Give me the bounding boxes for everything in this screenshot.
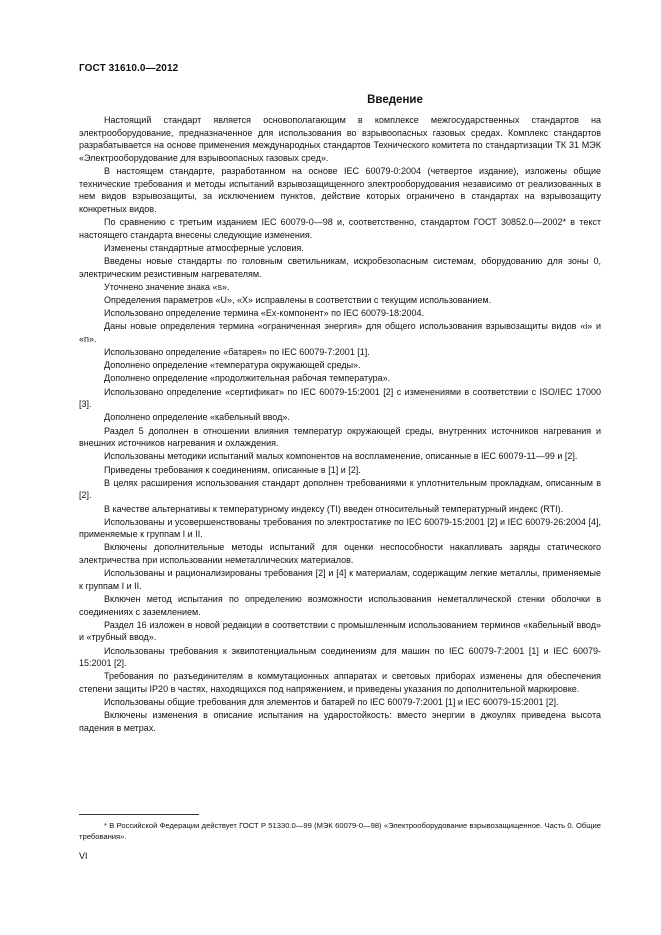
document-code: ГОСТ 31610.0—2012 bbox=[79, 63, 179, 74]
paragraph: Определения параметров «U», «X» исправлены в соответствии с текущим использованием. bbox=[104, 294, 492, 305]
paragraph: Даны новые определения термина «ограниченная энергия» для общего использования взрывозащиты видов «i» и «n». bbox=[79, 321, 601, 344]
section-title: Введение bbox=[367, 94, 423, 106]
paragraph: Использовано определение «сертификат» по IEC 60079-15:2001 [2] с изменениями в соответствии с ISO/IEC 17000 [3]. bbox=[79, 386, 601, 410]
paragraph: Раздел 16 изложен в новой редакции в соответствии с промышленным использованием терминов «кабельный ввод» и «трубный ввод». bbox=[79, 619, 601, 643]
paragraph: Использованы общие требования для элементов и батарей по IEC 60079-7:2001 [1] и IEC 60079-15:2001 [2]. bbox=[104, 697, 559, 708]
paragraph: Включен метод испытания по определению возможности использования неметаллической стенки оболочки в соединениях с заземлением. bbox=[79, 594, 601, 617]
paragraph: Изменены стандартные атмосферные условия. bbox=[104, 242, 304, 253]
paragraph: Приведены требования к соединениям, описанные в [1] и [2]. bbox=[104, 464, 361, 475]
paragraph: Настоящий стандарт является основополагающим в комплексе межгосударственных стандартов на электрооборудование, предназначенное для использования во взрывоопасных газовых средах. Комплекс стандартов разрабатывается на основе применения международных стандартов Технического комитета по стандартизации ТК 31 МЭК «Электрооборудование для взрывоопасных газовых сред». bbox=[79, 115, 601, 163]
paragraph: Введены новые стандарты по головным светильникам, искробезопасным системам, оборудованию для зоны 0, электрическим резистивным нагревателям. bbox=[79, 255, 601, 279]
paragraph: Использованы и рационализированы требования [2] и [4] к материалам, содержащим легкие металлы, применяемые к группам I и II. bbox=[79, 568, 601, 591]
paragraph: В качестве альтернативы к температурному индексу (TI) введен относительный температурный индекс (RTI). bbox=[104, 503, 564, 514]
paragraph: В целях расширения использования стандарт дополнен требованиями к уплотнительным прокладкам, описанным в [2]. bbox=[79, 477, 601, 501]
paragraph: Использованы требования к эквипотенциальным соединениям для машин по IEC 60079-7:2001 [1] и IEC 60079-15:2001 [2]. bbox=[79, 645, 601, 669]
footnote-divider bbox=[79, 814, 199, 815]
footnote: * В Российской Федерации действует ГОСТ Р 51330.0—99 (МЭК 60079-0—98) «Электрооборудование взрывозащищенное. Часть 0. Общие требования». bbox=[79, 821, 601, 841]
paragraph: Включены изменения в описание испытания на ударостойкость: вместо энергии в джоулях приведена высота падения в метрах. bbox=[79, 710, 601, 733]
paragraph: Дополнено определение «продолжительная рабочая температура». bbox=[104, 373, 391, 384]
paragraph: Включены дополнительные методы испытаний для оценки неспособности накапливать заряды статического электричества при использовании неметаллических материалов. bbox=[79, 542, 601, 566]
paragraph: Уточнено значение знака «s». bbox=[104, 281, 230, 292]
paragraph: Использованы методики испытаний малых компонентов на воспламенение, описанные в IEC 60079-11—99 и [2]. bbox=[104, 451, 578, 462]
paragraph: Дополнено определение «кабельный ввод». bbox=[104, 412, 290, 423]
paragraph: Использованы и усовершенствованы требования по электростатике по IEC 60079-15:2001 [2] и IEC 60079-26:2004 [4], применяемые к группам I и II. bbox=[79, 516, 601, 540]
paragraph: Использовано определение «батарея» по IEC 60079-7:2001 [1]. bbox=[104, 347, 370, 358]
paragraph: Дополнено определение «температура окружающей среды». bbox=[104, 360, 361, 371]
paragraph: Требования по разъединителям в коммутационных аппаратах и световых приборах изменены для обеспечения степени защиты IP20 в частях, находящихся под напряжением, и приведены указания по дополнительной маркировке. bbox=[79, 671, 601, 694]
paragraph: Использовано определение термина «Ех-компонент» по IEC 60079-18:2004. bbox=[104, 308, 425, 319]
paragraph: В настоящем стандарте, разработанном на основе IEC 60079-0:2004 (четвертое издание), изложены общие технические требования и методы испытаний взрывозащищенного электрооборудования независимо от реализованных в нем видов взрывозащиты, за исключением пунктов, действие которых ограничено в стандартах на взрывозащиту конкретных видов. bbox=[79, 165, 601, 214]
paragraph: Раздел 5 дополнен в отношении влияния температур окружающей среды, внутренних источников нагревания и внешних источников нагревания и охлаждения. bbox=[79, 425, 601, 449]
paragraph: По сравнению с третьим изданием IEC 60079-0—98 и, соответственно, стандартом ГОСТ 30852.0—2002* в текст настоящего стандарта внесены следующие изменения. bbox=[79, 216, 601, 240]
body-text bbox=[79, 114, 601, 735]
page-number: VI bbox=[79, 851, 88, 861]
